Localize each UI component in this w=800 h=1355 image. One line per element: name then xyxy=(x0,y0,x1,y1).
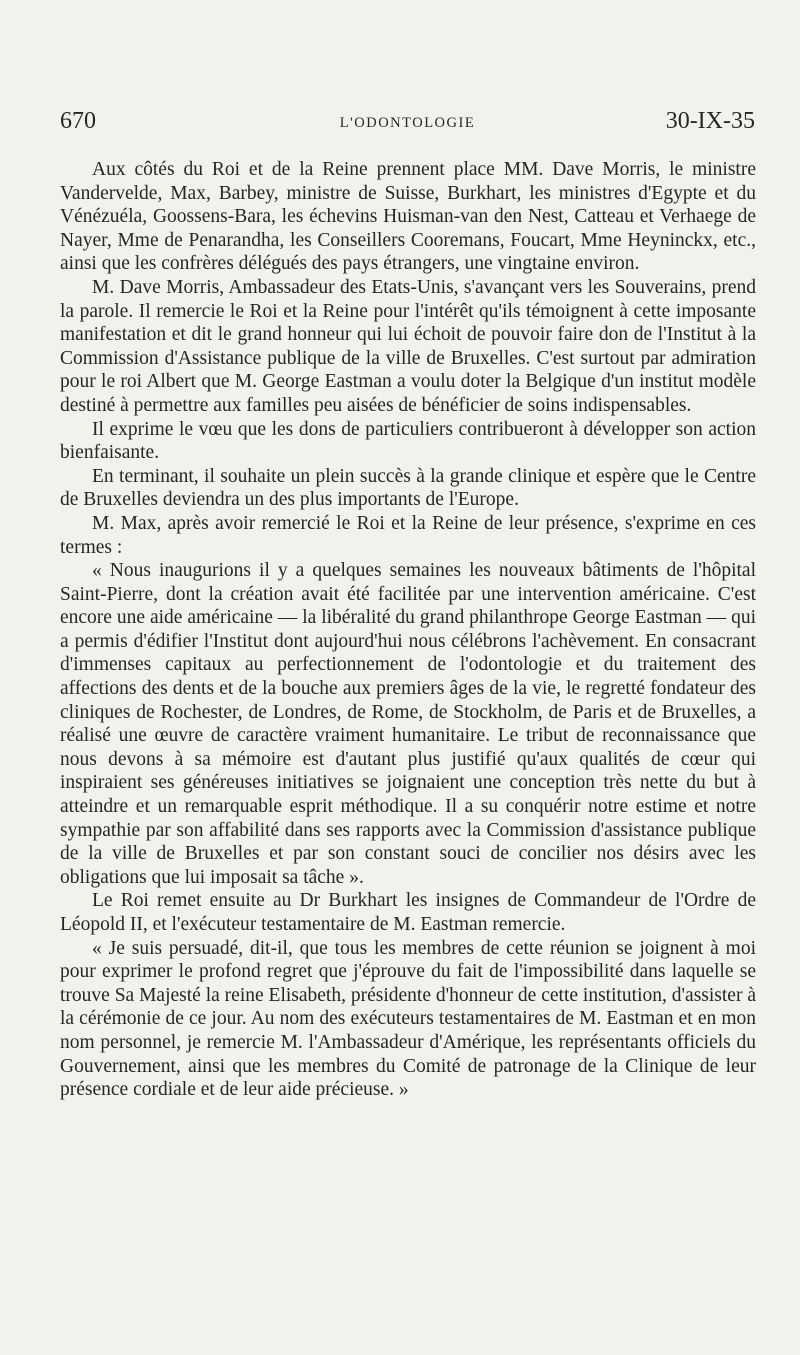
issue-date: 30-IX-35 xyxy=(665,108,755,134)
paragraph-wish: Il exprime le vœu que les dons de particuliers contribueront à développer son action bienfaisante. xyxy=(60,418,756,464)
paragraph-decoration: Le Roi remet ensuite au Dr Burkhart les insignes de Commandeur de l'Ordre de Léopold II, et l'exécuteur testamentaire de M. Eastman remercie. xyxy=(60,890,756,935)
paragraph-conclusion: En terminant, il souhaite un plein succès à la grande clinique et espère que le Centre de Bruxelles deviendra un des plus importants de l'Europe. xyxy=(60,465,756,511)
running-title: L'ODONTOLOGIE xyxy=(339,115,476,131)
paragraph-ambassador-speech: M. Dave Morris, Ambassadeur des Etats-Unis, s'avançant vers les Souverains, prend la parole. Il remercie le Roi et la Reine pour l'intérêt qu'ils témoignent à cette imposante manifestation et dit le grand honneur qui lui échoit de pouvoir faire don de l'Institut à la Commission d'Assistance publique de la ville de Bruxelles. C'est surtout par admiration pour le roi Albert que M. George Eastman a voulu doter la Belgique d'un institut modèle destiné à permettre aux familles peu aisées de bénéficier de soins indispensables. xyxy=(60,276,756,416)
paragraph-attendees: Aux côtés du Roi et de la Reine prennent place MM. Dave Morris, le ministre Vandervelde, Max, Barbey, ministre de Suisse, Burkhart, les ministres d'Egypte et du Vénézuéla, Goossens-Bara, les échevins Huisman-van den Nest, Catteau et Verhaege de Nayer, Mme de Penarandha, les Conseillers Cooremans, Foucart, Mme Heyninckx, etc., ainsi que les confrères délégués des pays étrangers, une vingtaine environ. xyxy=(60,159,756,275)
page-number: 670 xyxy=(60,108,96,134)
paragraph-executor-speech: « Je suis persuadé, dit-il, que tous les membres de cette réunion se joignent à moi pour exprimer le profond regret que j'éprouve du fait de l'impossibilité dans laquelle se trouve Sa Majesté la reine Elisabeth, présidente d'honneur de cette institution, d'assister à la cérémonie de ce jour. Au nom des exécuteurs testamentaires de M. Eastman et en mon nom personnel, je remercie M. l'Ambassadeur d'Amérique, les représentants officiels du Gouvernement, ainsi que les membres du Comité de patronage de la Clinique de leur présence cordiale et de leur aide précieuse. » xyxy=(60,937,756,1101)
article-body xyxy=(60,158,756,1102)
paragraph-max-intro: M. Max, après avoir remercié le Roi et la Reine de leur présence, s'exprime en ces termes : xyxy=(60,512,756,558)
paragraph-max-speech: « Nous inaugurions il y a quelques semaines les nouveaux bâtiments de l'hôpital Saint-Pierre, dont la création avait été facilitée par une intervention américaine. C'est encore une aide américaine — la libéralité du grand philanthrope George Eastman — qui a permis d'édifier l'Institut dont aujourd'hui nous célébrons l'achèvement. En consacrant d'immenses capitaux au perfectionnement de l'odontologie et du traitement des affections des dents et de la bouche aux premiers âges de la vie, le regretté fondateur des cliniques de Rochester, de Londres, de Rome, de Stockholm, de Paris et de Bruxelles, a réalisé une œuvre de caractère vraiment humanitaire. Le tribut de reconnaissance que nous devons à sa mémoire est d'autant plus justifié qu'aux qualités de cœur qui inspiraient ses généreuses initiatives se joignaient une conception très nette du but à atteindre et un remarquable esprit méthodique. Il a su conquérir notre estime et notre sympathie par son affabilité dans ses rapports avec la Commission d'assistance publique de la ville de Bruxelles et par son constant souci de concilier nos désirs avec les obligations que lui imposait sa tâche ». xyxy=(60,560,756,888)
running-header xyxy=(60,108,755,144)
